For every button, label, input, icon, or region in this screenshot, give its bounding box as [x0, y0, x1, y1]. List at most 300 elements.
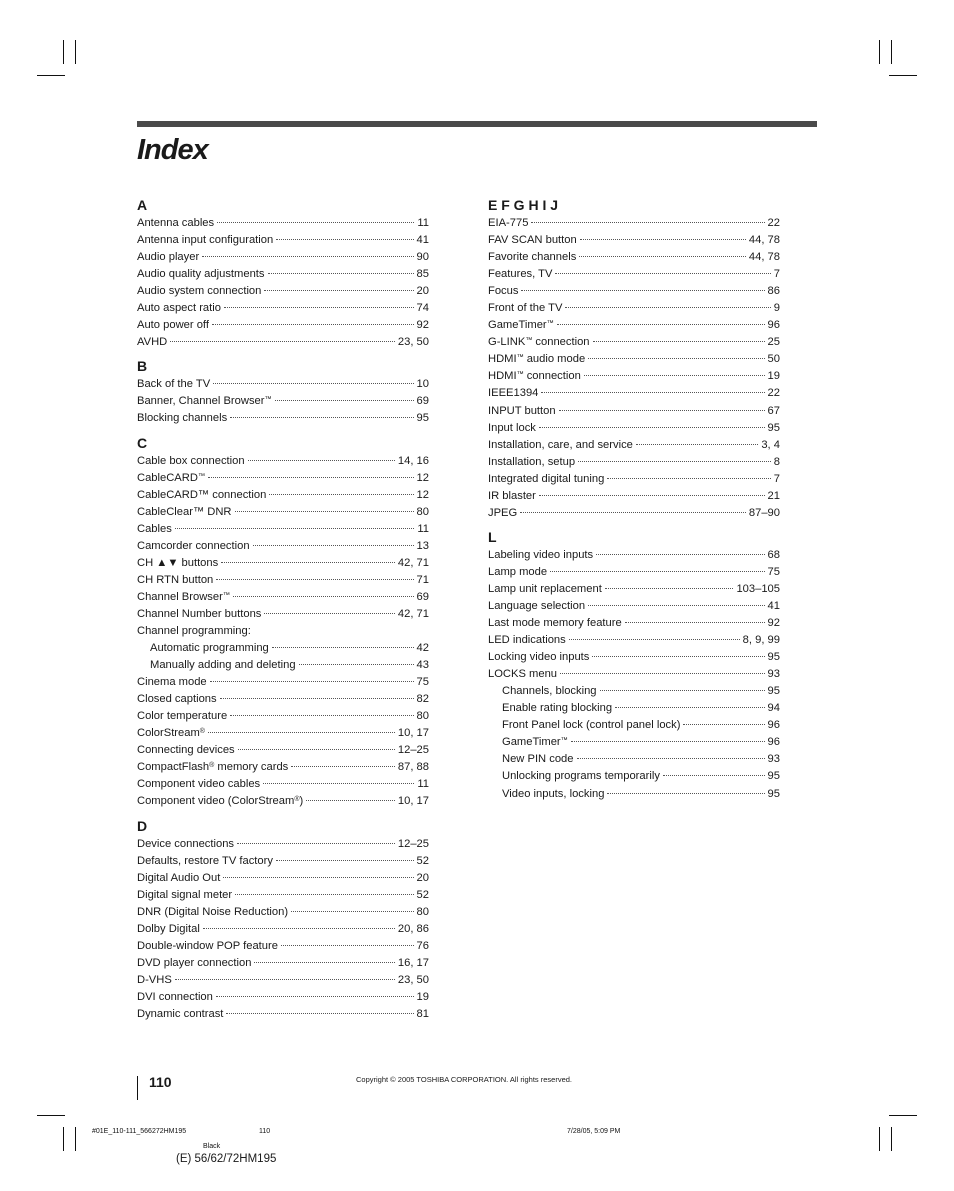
entry-pages: 42, 71 — [397, 556, 429, 569]
crop-mark — [879, 1127, 880, 1151]
leader-dots — [550, 571, 764, 572]
entry-pages: 7 — [773, 472, 780, 485]
index-entry — [488, 334, 780, 351]
entry-term-suffix: connection — [532, 336, 590, 349]
leader-dots — [291, 911, 413, 912]
entry-term-text: Component video cables — [137, 778, 261, 791]
index-entry — [137, 836, 429, 853]
index-entry — [488, 385, 780, 402]
entry-pages: 12 — [416, 471, 429, 484]
index-entry — [137, 691, 429, 708]
index-entry — [488, 666, 780, 683]
entry-pages: 80 — [416, 710, 429, 723]
entry-pages: 7 — [773, 268, 780, 281]
leader-dots — [615, 707, 764, 708]
entry-pages: 14, 16 — [397, 454, 429, 467]
entry-term-text: FAV SCAN button — [488, 234, 577, 247]
leader-dots — [275, 400, 414, 401]
entry-term-mark: ™ — [525, 337, 533, 345]
leader-dots — [238, 749, 395, 750]
leader-dots — [210, 681, 414, 682]
leader-dots — [605, 588, 734, 589]
page-number: 110 — [149, 1074, 172, 1090]
crop-mark — [37, 1115, 65, 1116]
entry-term — [488, 300, 562, 317]
entry-term — [137, 938, 278, 955]
leader-dots — [539, 495, 765, 496]
entry-pages: 42 — [416, 642, 429, 655]
entry-term-text: D-VHS — [137, 973, 172, 986]
entry-term — [150, 657, 296, 674]
entry-term-text: Enable rating blocking — [502, 702, 613, 715]
index-entry — [137, 504, 429, 521]
leader-dots — [555, 273, 770, 274]
index-section — [137, 816, 429, 1024]
entry-term — [137, 742, 235, 759]
index-entry — [488, 683, 780, 700]
leader-dots — [577, 758, 765, 759]
entry-term-mark: ™ — [546, 320, 554, 328]
entry-term — [488, 385, 538, 402]
entry-term-text: Blocking channels — [137, 412, 228, 425]
leader-dots — [593, 341, 765, 342]
leader-dots — [235, 511, 414, 512]
crop-mark — [891, 1127, 892, 1151]
entry-pages: 22 — [767, 387, 780, 400]
leader-dots — [254, 962, 394, 963]
entry-pages: 93 — [767, 753, 780, 766]
entry-term — [137, 1006, 223, 1023]
index-entry — [488, 505, 780, 522]
entry-term-mark: ™ — [560, 737, 568, 745]
section-letter: L — [488, 528, 497, 545]
entry-term-text: Device connections — [137, 837, 235, 850]
entry-term — [137, 921, 200, 938]
entry-term-mark: ™ — [222, 591, 230, 599]
leader-dots — [683, 724, 764, 725]
entry-term — [502, 700, 612, 717]
leader-dots — [213, 383, 413, 384]
leader-dots — [253, 545, 414, 546]
entry-term — [137, 317, 209, 334]
entry-term — [137, 376, 210, 393]
index-entry — [137, 674, 429, 691]
entry-pages: 93 — [767, 668, 780, 681]
entry-pages: 80 — [416, 505, 429, 518]
entry-term — [488, 471, 604, 488]
entry-term-text: Last mode memory feature — [488, 617, 622, 630]
entry-pages: 42, 71 — [397, 607, 429, 620]
entry-term — [137, 300, 221, 317]
entry-term — [137, 836, 234, 853]
entry-term-text: GameTimer — [502, 736, 561, 749]
entry-pages: 94 — [767, 702, 780, 715]
entry-pages: 69 — [416, 395, 429, 408]
slug-date: 7/28/05, 5:09 PM — [567, 1128, 621, 1135]
crop-mark — [891, 40, 892, 64]
entry-pages: 20 — [416, 871, 429, 884]
index-entry — [488, 454, 780, 471]
entry-term — [150, 640, 269, 657]
entry-term — [137, 521, 172, 538]
entry-term — [137, 870, 220, 887]
entry-term-text: DVD player connection — [137, 956, 252, 969]
entry-term — [488, 437, 633, 454]
entry-term-text: Auto aspect ratio — [137, 302, 221, 315]
index-entry — [137, 589, 429, 606]
entry-term-text: Audio system connection — [137, 285, 262, 298]
entry-pages: 74 — [416, 302, 429, 315]
index-entry — [137, 215, 429, 232]
entry-term-text: Favorite channels — [488, 251, 577, 264]
index-entry — [137, 538, 429, 555]
index-entry — [137, 232, 429, 249]
index-section — [488, 195, 780, 522]
entry-term-text: Channel programming: — [137, 624, 251, 637]
entry-term — [137, 538, 250, 555]
entry-term — [137, 887, 232, 904]
index-entry — [137, 470, 429, 487]
entry-term — [137, 453, 245, 470]
entry-term — [137, 776, 260, 793]
index-entry — [137, 887, 429, 904]
entry-pages: 95 — [767, 787, 780, 800]
leader-dots — [580, 239, 746, 240]
leader-dots — [175, 979, 395, 980]
entry-pages: 13 — [416, 539, 429, 552]
index-entry — [488, 547, 780, 564]
entry-term-text: Audio quality adjustments — [137, 268, 265, 281]
entry-term-suffix: connection — [523, 370, 581, 383]
leader-dots — [559, 410, 765, 411]
entry-term — [488, 649, 589, 666]
entry-term-mark: ™ — [516, 354, 524, 362]
entry-term-text: Defaults, restore TV factory — [137, 854, 273, 867]
entry-term-text: Input lock — [488, 421, 536, 434]
leader-dots — [175, 528, 415, 529]
entry-term — [137, 606, 261, 623]
entry-pages: 95 — [767, 770, 780, 783]
section-letter: B — [137, 358, 148, 375]
leader-dots — [202, 256, 413, 257]
entry-term-text: Cinema mode — [137, 676, 207, 689]
entry-term-text: GameTimer — [488, 319, 547, 332]
section-letter: C — [137, 434, 148, 451]
index-entry — [137, 853, 429, 870]
entry-term — [137, 904, 288, 921]
entry-term — [137, 972, 172, 989]
entry-term — [488, 615, 622, 632]
index-entry — [488, 232, 780, 249]
index-entry — [488, 249, 780, 266]
leader-dots — [223, 877, 413, 878]
model-number: (E) 56/62/72HM195 — [176, 1153, 277, 1165]
entry-term — [502, 683, 597, 700]
index-entry — [137, 1006, 429, 1023]
index-entry — [488, 786, 780, 803]
entry-pages: 87, 88 — [397, 761, 429, 774]
entry-term — [488, 564, 547, 581]
index-entry — [488, 420, 780, 437]
entry-term-text: Component video (ColorStream — [137, 795, 295, 808]
index-entry — [488, 768, 780, 785]
leader-dots — [170, 341, 395, 342]
index-entry — [137, 725, 429, 742]
leader-dots — [625, 622, 765, 623]
crop-mark — [889, 1115, 917, 1116]
index-entry — [488, 266, 780, 283]
entry-term — [502, 751, 574, 768]
entry-term — [488, 666, 557, 683]
entry-term-text: Integrated digital tuning — [488, 472, 605, 485]
entry-term-text: Labeling video inputs — [488, 548, 594, 561]
leader-dots — [588, 358, 764, 359]
leader-dots — [203, 928, 395, 929]
entry-term — [137, 793, 303, 810]
index-entry — [137, 955, 429, 972]
entry-term-text: Video inputs, locking — [502, 787, 605, 800]
page-number-rule — [137, 1076, 138, 1100]
entry-term — [137, 674, 207, 691]
entry-term-text: Auto power off — [137, 319, 209, 332]
index-entry — [137, 904, 429, 921]
entry-term — [137, 410, 227, 427]
entry-term — [488, 249, 576, 266]
leader-dots — [269, 494, 413, 495]
leader-dots — [299, 664, 414, 665]
leader-dots — [268, 273, 414, 274]
section-letter: E F G H I J — [488, 197, 559, 213]
crop-mark — [889, 75, 917, 76]
entry-pages: 41 — [416, 234, 429, 247]
leader-dots — [596, 554, 764, 555]
leader-dots — [588, 605, 765, 606]
entry-pages: 19 — [416, 990, 429, 1003]
entry-pages: 41 — [767, 599, 780, 612]
leader-dots — [272, 647, 414, 648]
leader-dots — [592, 656, 764, 657]
entry-pages: 10, 17 — [397, 795, 429, 808]
leader-dots — [607, 793, 764, 794]
entry-term-text: Banner, Channel Browser — [137, 395, 265, 408]
entry-term-text: INPUT button — [488, 404, 556, 417]
leader-dots — [607, 478, 770, 479]
leader-dots — [569, 639, 740, 640]
entry-term — [488, 454, 575, 471]
entry-pages: 95 — [767, 651, 780, 664]
entry-term — [488, 420, 536, 437]
entry-pages: 22 — [767, 217, 780, 229]
index-entry — [137, 989, 429, 1006]
entry-term-text: IEEE1394 — [488, 387, 539, 400]
leader-dots — [291, 766, 395, 767]
entry-term — [488, 632, 566, 649]
entry-term-text: Double-window POP feature — [137, 939, 278, 952]
leader-dots — [212, 324, 414, 325]
entry-pages: 3, 4 — [761, 438, 780, 451]
entry-pages: 75 — [767, 565, 780, 578]
entry-term-text: CableClear™ DNR — [137, 505, 232, 518]
leader-dots — [276, 239, 413, 240]
entry-pages: 80 — [416, 905, 429, 918]
entry-term — [488, 488, 536, 505]
entry-term-text: CableCARD — [137, 471, 198, 484]
entry-term-mark: ® — [294, 796, 300, 804]
index-entry — [137, 521, 429, 538]
entry-term — [137, 334, 167, 351]
entry-pages: 95 — [767, 421, 780, 434]
entry-term-mark: ™ — [516, 371, 524, 379]
entry-term-mark: ® — [209, 762, 215, 770]
header-rule — [137, 121, 817, 127]
entry-pages: 67 — [767, 404, 780, 417]
leader-dots — [230, 715, 413, 716]
entry-pages: 92 — [416, 319, 429, 332]
entry-term-text: AVHD — [137, 336, 168, 349]
entry-pages: 86 — [767, 285, 780, 298]
index-entry — [137, 572, 429, 589]
index-entry — [137, 266, 429, 283]
entry-pages: 12–25 — [397, 837, 429, 850]
entry-term-text: JPEG — [488, 506, 518, 519]
entry-term — [488, 598, 585, 615]
section-letter: D — [137, 817, 148, 834]
index-entry — [137, 393, 429, 410]
entry-term-mark: ™ — [264, 396, 272, 404]
entry-term — [502, 717, 680, 734]
entry-pages: 20 — [416, 285, 429, 298]
entry-term — [137, 487, 266, 504]
section-letter: A — [137, 197, 148, 213]
entry-term-text: Cable box connection — [137, 454, 245, 467]
leader-dots — [571, 741, 765, 742]
entry-term — [137, 555, 218, 572]
entry-pages: 103–105 — [736, 582, 780, 595]
index-entry — [488, 351, 780, 368]
crop-mark — [63, 1127, 64, 1151]
index-entry — [488, 751, 780, 768]
entry-pages: 43 — [416, 659, 429, 672]
index-entry — [137, 334, 429, 351]
index-entry — [137, 742, 429, 759]
entry-pages: 21 — [767, 489, 780, 502]
entry-term — [488, 266, 552, 283]
entry-term — [137, 393, 272, 410]
entry-term-mark: ® — [199, 728, 205, 736]
entry-term-text: Features, TV — [488, 268, 553, 281]
entry-term-text: CH RTN button — [137, 573, 214, 586]
entry-term — [137, 266, 265, 283]
page-title: Index — [137, 134, 208, 166]
leader-dots — [263, 783, 414, 784]
entry-term — [137, 572, 213, 589]
crop-mark — [37, 75, 65, 76]
leader-dots — [264, 290, 413, 291]
entry-term-text: CompactFlash — [137, 761, 210, 774]
entry-term-text: G-LINK — [488, 336, 526, 349]
entry-term-mark: ™ — [197, 472, 205, 480]
index-entry — [137, 972, 429, 989]
index-entry — [137, 555, 429, 572]
index-entry — [137, 640, 429, 657]
leader-dots — [221, 562, 395, 563]
entry-term — [488, 547, 593, 564]
entry-term — [137, 623, 251, 640]
slug-page: 110 — [259, 1128, 271, 1135]
entry-pages: 87–90 — [748, 506, 780, 519]
entry-term-text: Digital Audio Out — [137, 871, 221, 884]
entry-pages: 96 — [767, 719, 780, 732]
entry-term — [488, 215, 528, 232]
entry-term-text: Front Panel lock (control panel lock) — [502, 719, 681, 732]
crop-mark — [63, 40, 64, 64]
entry-term — [488, 368, 581, 385]
entry-term-suffix: audio mode — [523, 353, 586, 366]
index-entry — [137, 249, 429, 266]
leader-dots — [636, 444, 758, 445]
entry-term — [488, 581, 602, 598]
entry-term-text: Closed captions — [137, 693, 217, 706]
entry-pages: 75 — [416, 676, 429, 689]
entry-pages: 81 — [416, 1007, 429, 1020]
entry-term-text: Channels, blocking — [502, 685, 597, 698]
entry-pages: 10 — [416, 378, 429, 391]
leader-dots — [216, 579, 413, 580]
index-section — [137, 195, 429, 351]
entry-term-text: Camcorder connection — [137, 539, 250, 552]
entry-term — [502, 734, 568, 751]
entry-term-text: Cables — [137, 522, 172, 535]
entry-pages: 68 — [767, 548, 780, 561]
entry-term-text: Locking video inputs — [488, 651, 590, 664]
leader-dots — [600, 690, 765, 691]
index-section — [137, 433, 429, 811]
index-entry — [488, 598, 780, 615]
entry-pages: 96 — [767, 736, 780, 749]
leader-dots — [230, 417, 413, 418]
entry-term-text: Audio player — [137, 251, 200, 264]
entry-term-text: IR blaster — [488, 489, 536, 502]
index-entry — [488, 632, 780, 649]
index-entry — [488, 615, 780, 632]
index-entry — [488, 488, 780, 505]
entry-pages: 52 — [416, 888, 429, 901]
entry-pages: 16, 17 — [397, 956, 429, 969]
leader-dots — [541, 392, 764, 393]
entry-pages: 12–25 — [397, 744, 429, 757]
entry-term — [137, 504, 232, 521]
index-entry — [137, 283, 429, 300]
index-entry — [488, 283, 780, 300]
entry-term-text: HDMI — [488, 353, 517, 366]
entry-term-text: Lamp unit replacement — [488, 582, 602, 595]
entry-pages: 69 — [416, 590, 429, 603]
index-entry — [488, 215, 780, 232]
entry-term — [137, 853, 273, 870]
entry-term — [137, 989, 213, 1006]
leader-dots — [579, 256, 746, 257]
index-entry — [137, 870, 429, 887]
index-column-left — [137, 195, 429, 1023]
entry-term-text: LOCKS menu — [488, 668, 558, 681]
entry-term — [488, 317, 554, 334]
crop-mark — [75, 1127, 76, 1151]
leader-dots — [578, 461, 771, 462]
entry-term-text: Installation, setup — [488, 455, 576, 468]
index-entry — [137, 793, 429, 810]
entry-term — [137, 215, 214, 232]
entry-term — [488, 232, 577, 249]
